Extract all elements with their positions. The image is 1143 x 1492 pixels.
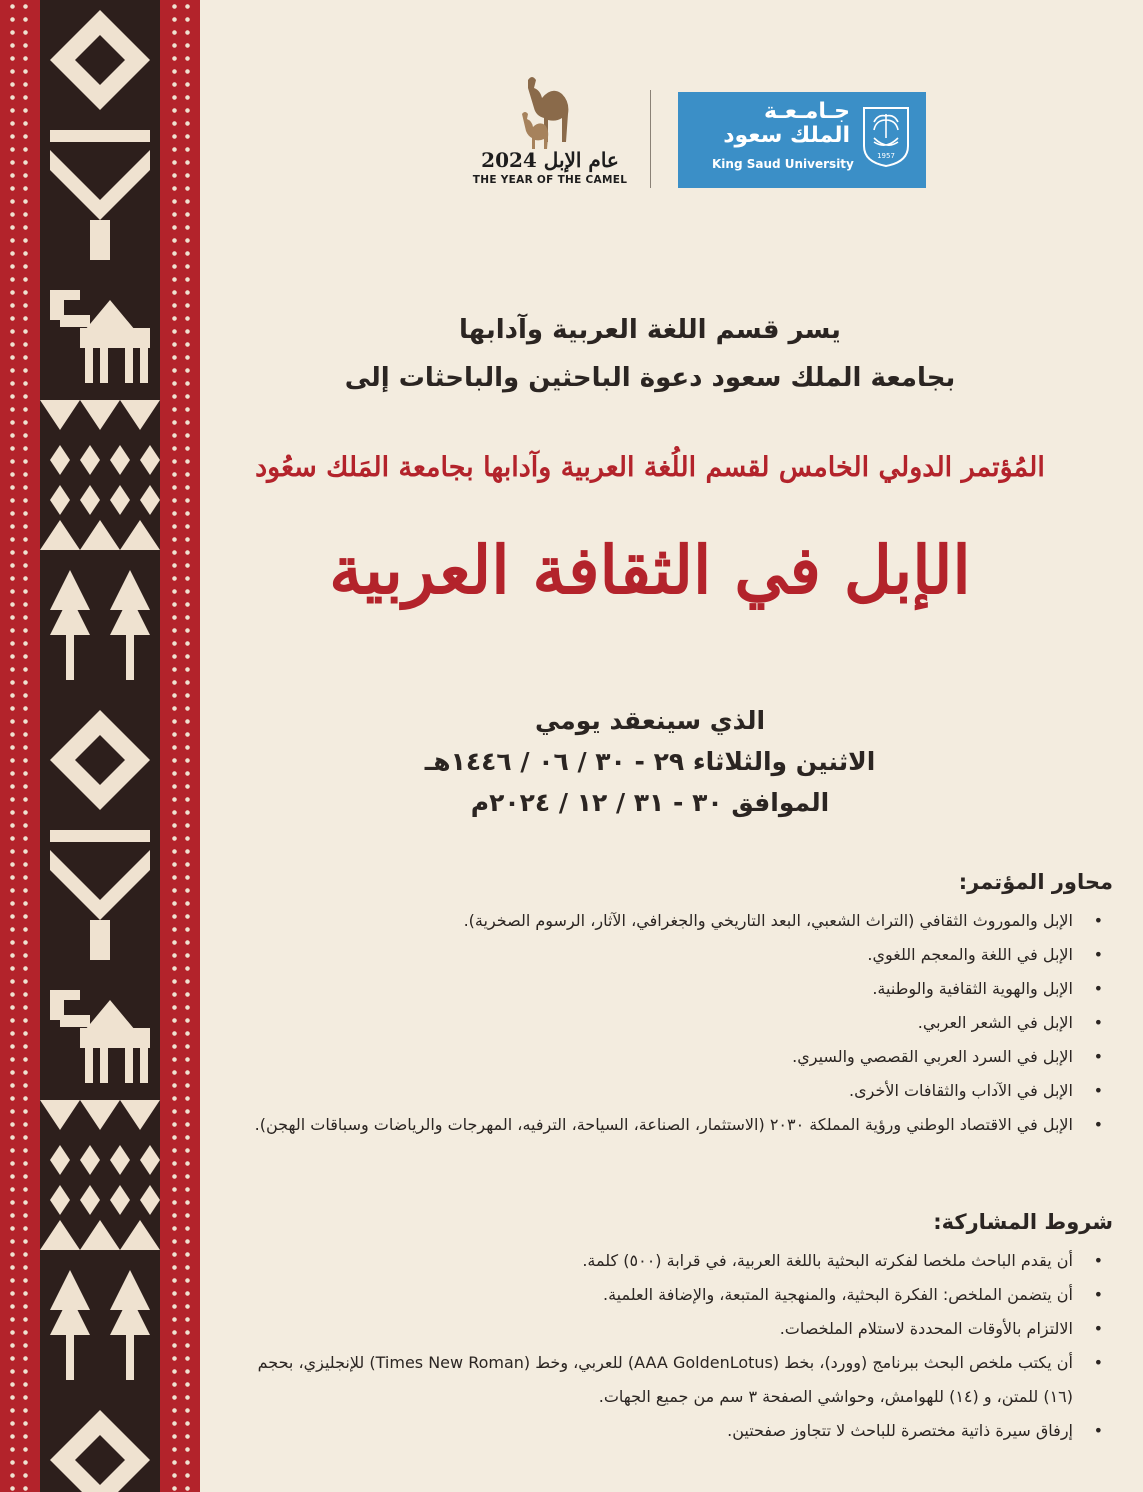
camel-year-arabic: عام الإبل 2024 — [481, 148, 619, 172]
conference-title: الإبل في الثقافة العربية — [329, 531, 971, 609]
conference-axes-section — [253, 870, 1113, 1142]
terms-heading: شروط المشاركة: — [933, 1210, 1113, 1234]
terms-item: • أن يتضمن الملخص: الفكرة البحثية، والمنهجية المتبعة، والإضافة العلمية. — [253, 1278, 1073, 1312]
axes-item: • الإبل في الآداب والثقافات الأخرى. — [253, 1074, 1073, 1108]
terms-item: • أن يقدم الباحث ملخصا لفكرته البحثية باللغة العربية، في قرابة (٥٠٠) كلمة. — [253, 1244, 1073, 1278]
sadu-diamond-motif — [40, 0, 160, 270]
ksu-arabic-line2: الملك سعود — [723, 123, 850, 148]
triangle-band-motif — [40, 400, 160, 550]
terms-list — [253, 1244, 1113, 1448]
sadu-diamond-motif-2 — [40, 700, 160, 970]
emblem-year: 1957 — [877, 152, 895, 160]
terms-item: • إرفاق سيرة ذاتية مختصرة للباحث لا تتجاوز صفحتين. — [253, 1414, 1073, 1448]
axes-item: • الإبل والموروث الثقافي (التراث الشعبي، البعد التاريخي والجغرافي، الآثار، الرسوم الصخرية). — [253, 904, 1073, 938]
logo-divider — [650, 90, 651, 188]
intro-line-2: بجامعة الملك سعود دعوة الباحثين والباحثات إلى — [344, 363, 956, 393]
conference-dates — [220, 700, 1080, 823]
participation-terms-section — [253, 1210, 1113, 1448]
sadu-border — [0, 0, 200, 1492]
camel-year-english: THE YEAR OF THE CAMEL — [472, 174, 628, 186]
palm-swords-emblem-icon — [860, 104, 912, 168]
ksu-english-name: King Saud University — [712, 157, 854, 171]
border-dots-right — [168, 0, 194, 1492]
axes-heading: محاور المؤتمر: — [958, 870, 1113, 894]
tree-motif — [40, 560, 160, 690]
axes-item: • الإبل والهوية الثقافية والوطنية. — [253, 972, 1073, 1006]
camel-icon — [470, 70, 630, 150]
intro-line-1: يسر قسم اللغة العربية وآدابها — [459, 315, 841, 345]
ksu-arabic-line1: جـامـعـة — [763, 99, 850, 124]
king-saud-university-logo — [678, 92, 926, 188]
border-dots-left — [6, 0, 32, 1492]
axes-item: • الإبل في الاقتصاد الوطني ورؤية المملكة ٢٠٣٠ (الاستثمار، الصناعة، السياحة، الترفيه، المهرجات والرياضات وسباقات الهجن). — [253, 1108, 1073, 1142]
axes-list — [253, 904, 1113, 1142]
axes-item: • الإبل في السرد العربي القصصي والسيري. — [253, 1040, 1073, 1074]
dates-line-3: الموافق ٣٠ - ٣١ / ١٢ / ٢٠٢٤م — [470, 788, 830, 817]
tree-motif-2 — [40, 1260, 160, 1390]
dates-line-1: الذي سينعقد يومي — [534, 706, 766, 735]
ksu-arabic-name — [682, 100, 850, 148]
sadu-diamond-motif-3 — [40, 1400, 160, 1492]
dates-line-2: الاثنين والثلاثاء ٢٩ - ٣٠ / ٠٦ / ١٤٤٦هـ — [424, 747, 876, 776]
terms-item: • أن يكتب ملخص البحث ببرنامج (وورد)، بخط (AAA GoldenLotus) للعربي، وخط (Times New Roman) للإنجليزي، بحجم (١٦) للمتن، و (١٤) للهوامش، وحواشي الصفحة ٣ سم من جميع الجهات. — [253, 1346, 1073, 1414]
year-of-camel-logo — [470, 70, 630, 190]
terms-item: • الالتزام بالأوقات المحددة لاستلام الملخصات. — [253, 1312, 1073, 1346]
axes-item: • الإبل في الشعر العربي. — [253, 1006, 1073, 1040]
camel-motif-bottom — [40, 980, 160, 1090]
header-logos — [470, 70, 930, 200]
triangle-band-motif-2 — [40, 1100, 160, 1250]
conference-name: المُؤتمر الدولي الخامس لقسم اللُغة العربية وآدابها بجامعة المَلك سعُود — [255, 452, 1045, 483]
camel-motif-top — [40, 280, 160, 390]
intro-text — [220, 306, 1080, 402]
axes-item: • الإبل في اللغة والمعجم اللغوي. — [253, 938, 1073, 972]
